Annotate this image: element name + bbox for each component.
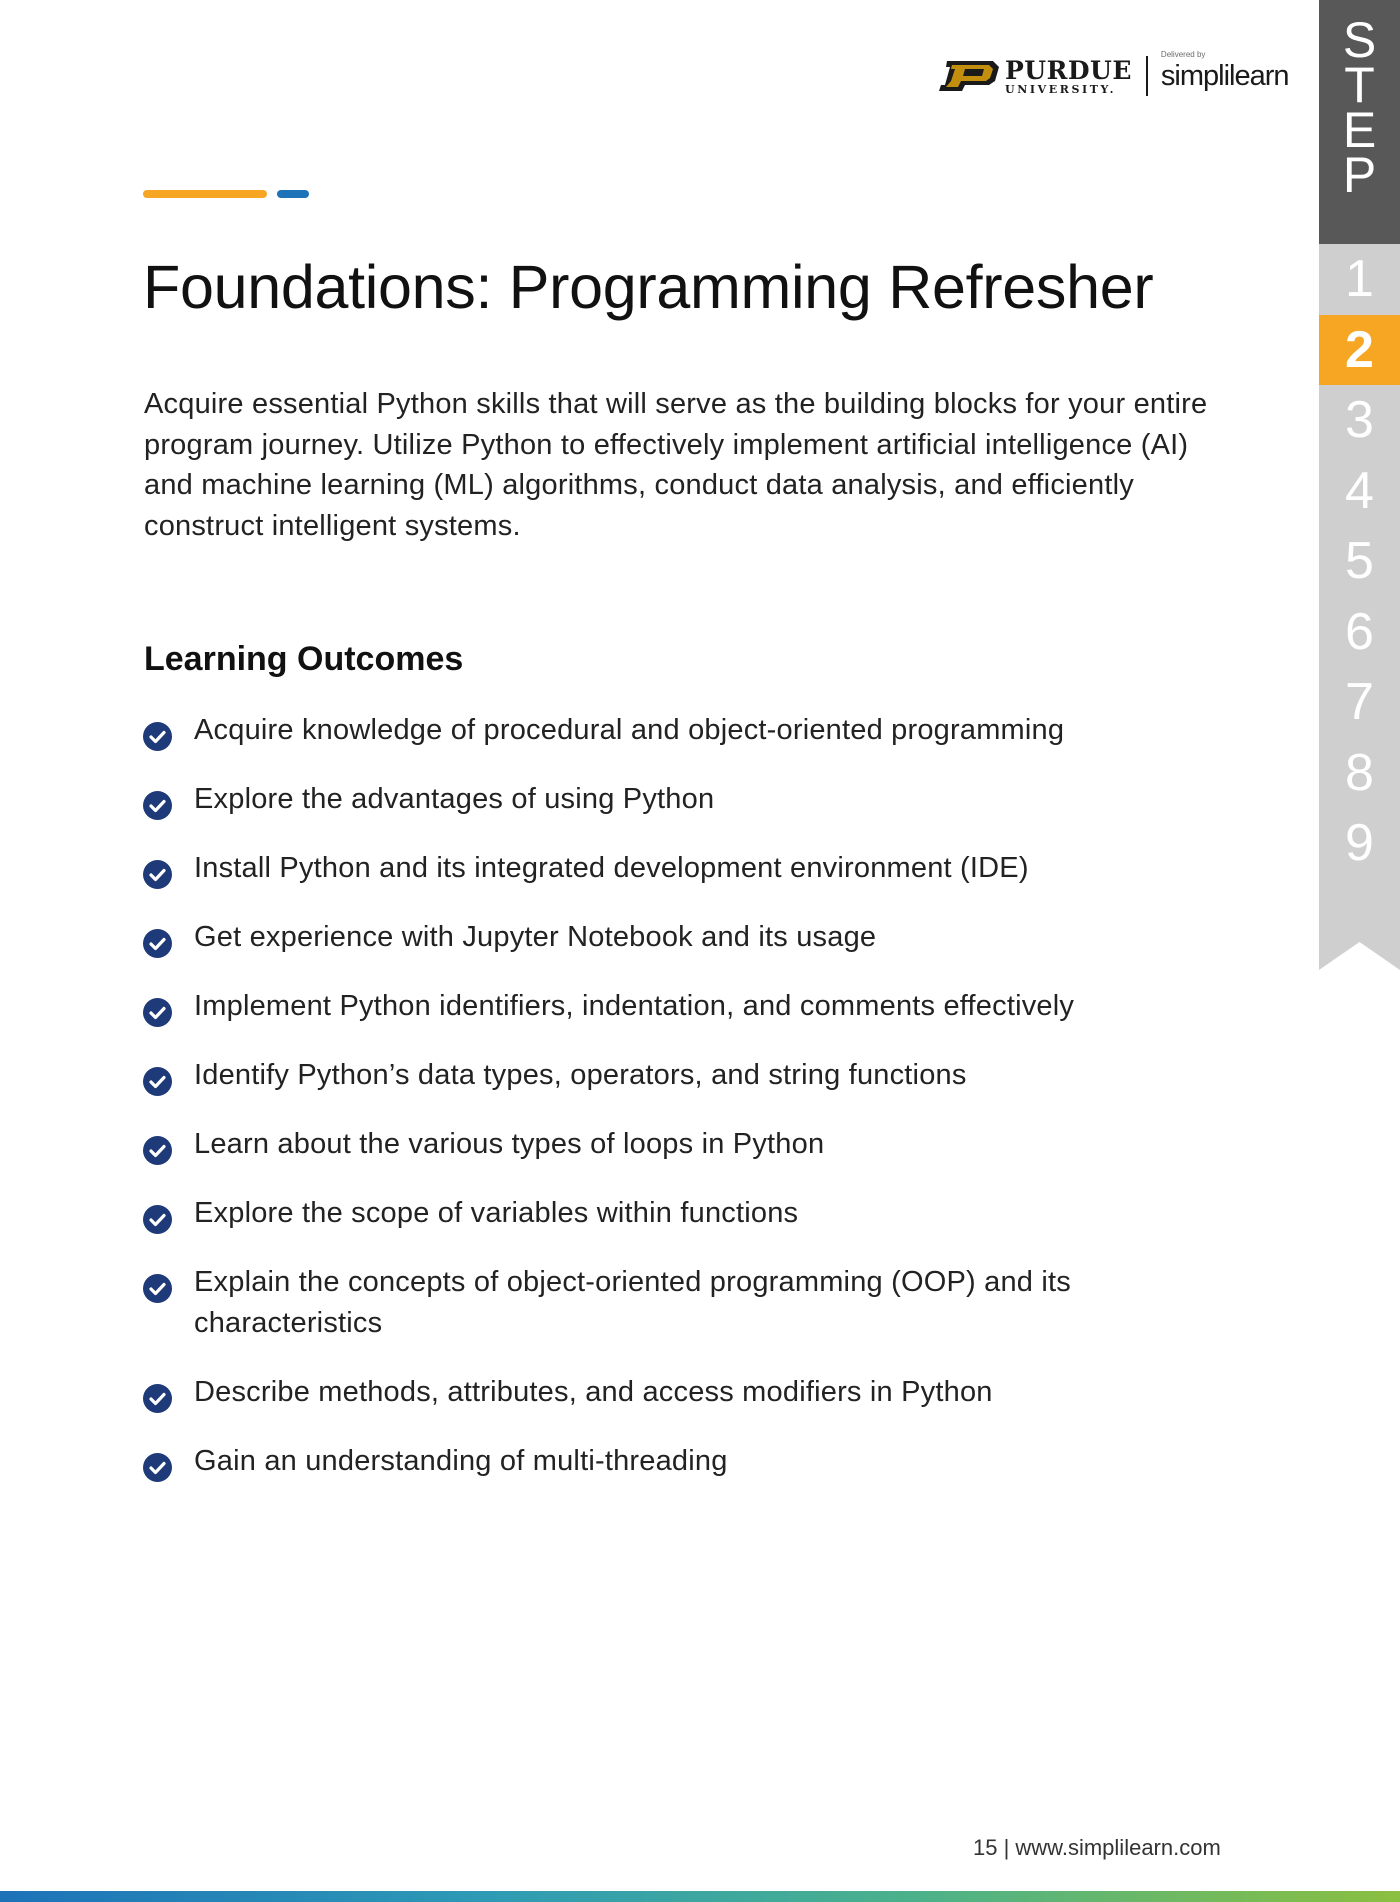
step-number-7: 7	[1345, 673, 1374, 732]
outcome-text: Identify Python’s data types, operators, and string functions	[194, 1059, 967, 1091]
list-item	[143, 1193, 1253, 1234]
header-logos	[937, 49, 1289, 100]
step-letter: S	[1342, 12, 1377, 68]
logo-divider	[1146, 56, 1148, 96]
step-number-1: 1	[1345, 250, 1374, 309]
footer-gradient-stripe	[0, 1891, 1400, 1902]
delivered-by-label: Delivered by	[1160, 49, 1206, 59]
check-circle-icon	[143, 1274, 172, 1303]
check-circle-icon	[143, 1067, 172, 1096]
intro-paragraph: Acquire essential Python skills that will serve as the building blocks for your entire program journey. Utilize Python to effectively implement artificial intelligence (AI) and machine learning (ML) algorithms, conduct data analysis, and efficiently construct intelligent systems.	[144, 388, 1208, 542]
outcome-text: Gain an understanding of multi-threading	[194, 1445, 728, 1477]
outcome-text: Describe methods, attributes, and access modifiers in Python	[194, 1376, 993, 1408]
check-circle-icon	[143, 1136, 172, 1165]
list-item	[143, 1262, 1253, 1344]
page-footer: 15 | www.simplilearn.com	[973, 1835, 1221, 1860]
step-sidebar	[1319, 0, 1400, 970]
step-letter: T	[1344, 57, 1375, 113]
accent-bar-yellow	[143, 190, 267, 198]
step-number-4: 4	[1345, 461, 1374, 520]
outcome-text: Learn about the various types of loops in Python	[194, 1128, 825, 1160]
check-circle-icon	[143, 1384, 172, 1413]
list-item	[143, 1372, 1253, 1413]
step-number-list	[1319, 244, 1400, 936]
simplilearn-logo	[1160, 49, 1289, 93]
outcome-text: Explain the concepts of object-oriented programming (OOP) and its characteristics	[194, 1266, 1071, 1339]
step-label	[1319, 0, 1400, 244]
check-circle-icon	[143, 791, 172, 820]
purdue-wordmark	[1005, 55, 1132, 96]
list-item	[143, 1124, 1253, 1165]
step-number-5: 5	[1345, 532, 1374, 591]
check-circle-icon	[143, 929, 172, 958]
list-item	[143, 1055, 1253, 1096]
step-number-2-active: 2	[1319, 315, 1400, 386]
check-circle-icon	[143, 1205, 172, 1234]
outcome-text: Get experience with Jupyter Notebook and its usage	[194, 921, 877, 953]
step-number-8: 8	[1345, 743, 1374, 802]
step-letter: P	[1342, 147, 1377, 203]
list-item	[143, 917, 1253, 958]
check-circle-icon	[143, 860, 172, 889]
step-number-6: 6	[1345, 602, 1374, 661]
outcome-text: Implement Python identifiers, indentation, and comments effectively	[194, 990, 1075, 1022]
list-item	[143, 710, 1253, 751]
title-accent	[143, 190, 309, 198]
purdue-p-logo-icon	[937, 59, 1001, 93]
purdue-sub: UNIVERSITY.	[1005, 82, 1116, 96]
list-item	[143, 986, 1253, 1027]
learning-outcomes-heading: Learning Outcomes	[144, 640, 464, 678]
check-circle-icon	[143, 1453, 172, 1482]
outcome-text: Acquire knowledge of procedural and object-oriented programming	[194, 714, 1065, 746]
step-number-9: 9	[1345, 814, 1374, 873]
check-circle-icon	[143, 998, 172, 1027]
step-letter: E	[1342, 102, 1377, 158]
outcome-text: Explore the scope of variables within functions	[194, 1197, 799, 1229]
purdue-logo	[937, 55, 1132, 96]
simplilearn-wordmark: simplilearn	[1160, 59, 1289, 92]
purdue-name: PURDUE	[1005, 55, 1132, 85]
outcome-text: Explore the advantages of using Python	[194, 783, 715, 815]
list-item	[143, 779, 1253, 820]
page-title: Foundations: Programming Refresher	[143, 253, 1154, 321]
learning-outcomes-list	[143, 710, 1253, 1510]
check-circle-icon	[143, 722, 172, 751]
step-arrow-notch-icon	[1319, 936, 1400, 970]
list-item	[143, 1441, 1253, 1482]
list-item	[143, 848, 1253, 889]
outcome-text: Install Python and its integrated development environment (IDE)	[194, 852, 1029, 884]
step-number-3: 3	[1345, 391, 1374, 450]
accent-bar-blue	[277, 190, 309, 198]
